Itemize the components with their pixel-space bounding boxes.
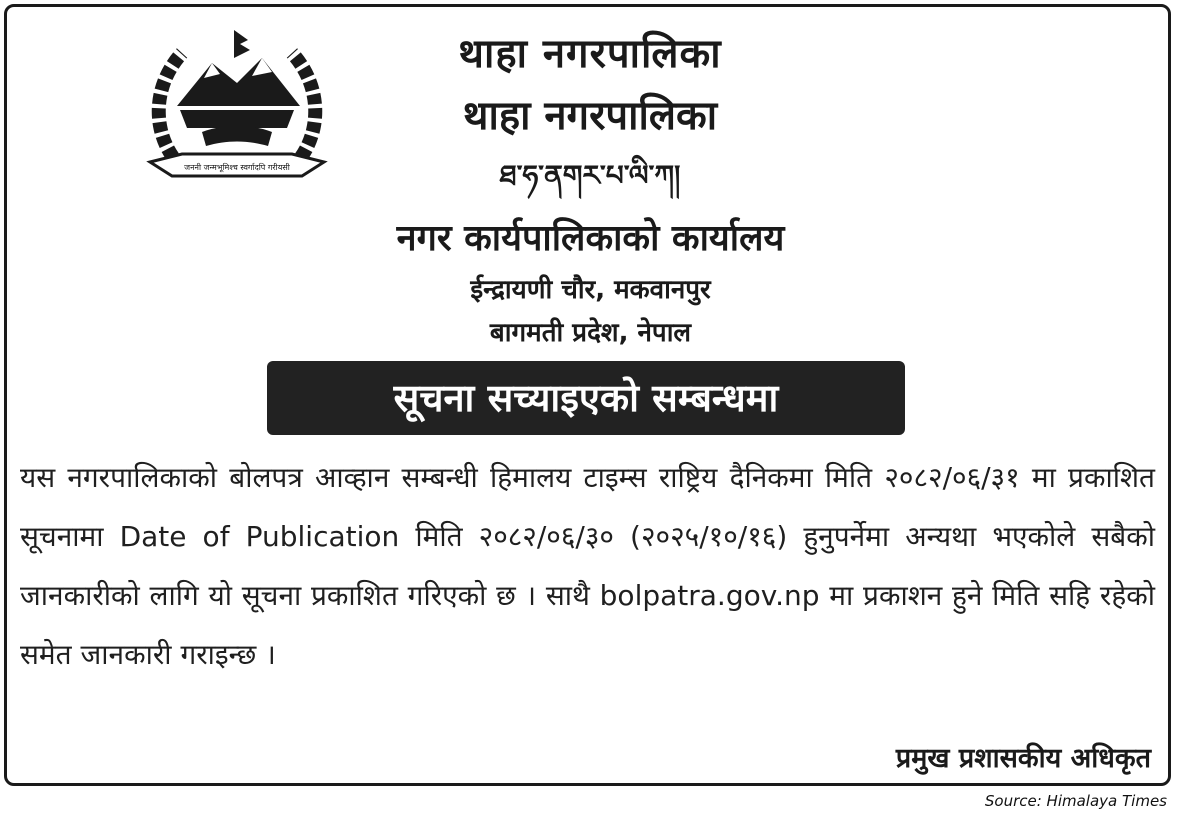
source-credit: Source: Himalaya Times [984,792,1167,810]
emblem-motto: जननी जन्मभूमिश्च स्वर्गादपि गरीयसी [184,163,290,172]
municipality-name-nepali: थाहा नगरपालिका [458,31,722,77]
notice-heading-banner: सूचना सच्याइएको सम्बन्धमा [267,361,905,435]
municipality-name-script3: ཐ་ཧ་ནགར་པ་ལི་ཀ། [499,159,681,192]
office-title: नगर कार्यपालिकाको कार्यालय [396,218,785,259]
notice-body: यस नगरपालिकाको बोलपत्र आव्हान सम्बन्धी हिमालय टाइम्स राष्ट्रिय दैनिकमा मिति २०८२/०६/३१ मा प्रकाशित सूचनामा Date of Publication मिति २०८२/०६/३० (२०२५/१०/१६) हुनुपर्नेमा अन्यथा भएकोले सबैको जानकारीको लागि यो सूचना प्रकाशित गरिएको छ । साथै bolpatra.gov.np मा प्रकाशन हुने मिति सहि रहेको समेत जानकारी गराइन्छ । [20,461,1155,671]
address-line-2: बागमती प्रदेश, नेपाल [489,318,692,348]
address-line-1: ईन्द्रायणी चौर, मकवानपुर [470,275,711,305]
municipality-name-script2: थाहा नगरपालिका [462,93,718,139]
signature: प्रमुख प्रशासकीय अधिकृत [895,743,1151,774]
